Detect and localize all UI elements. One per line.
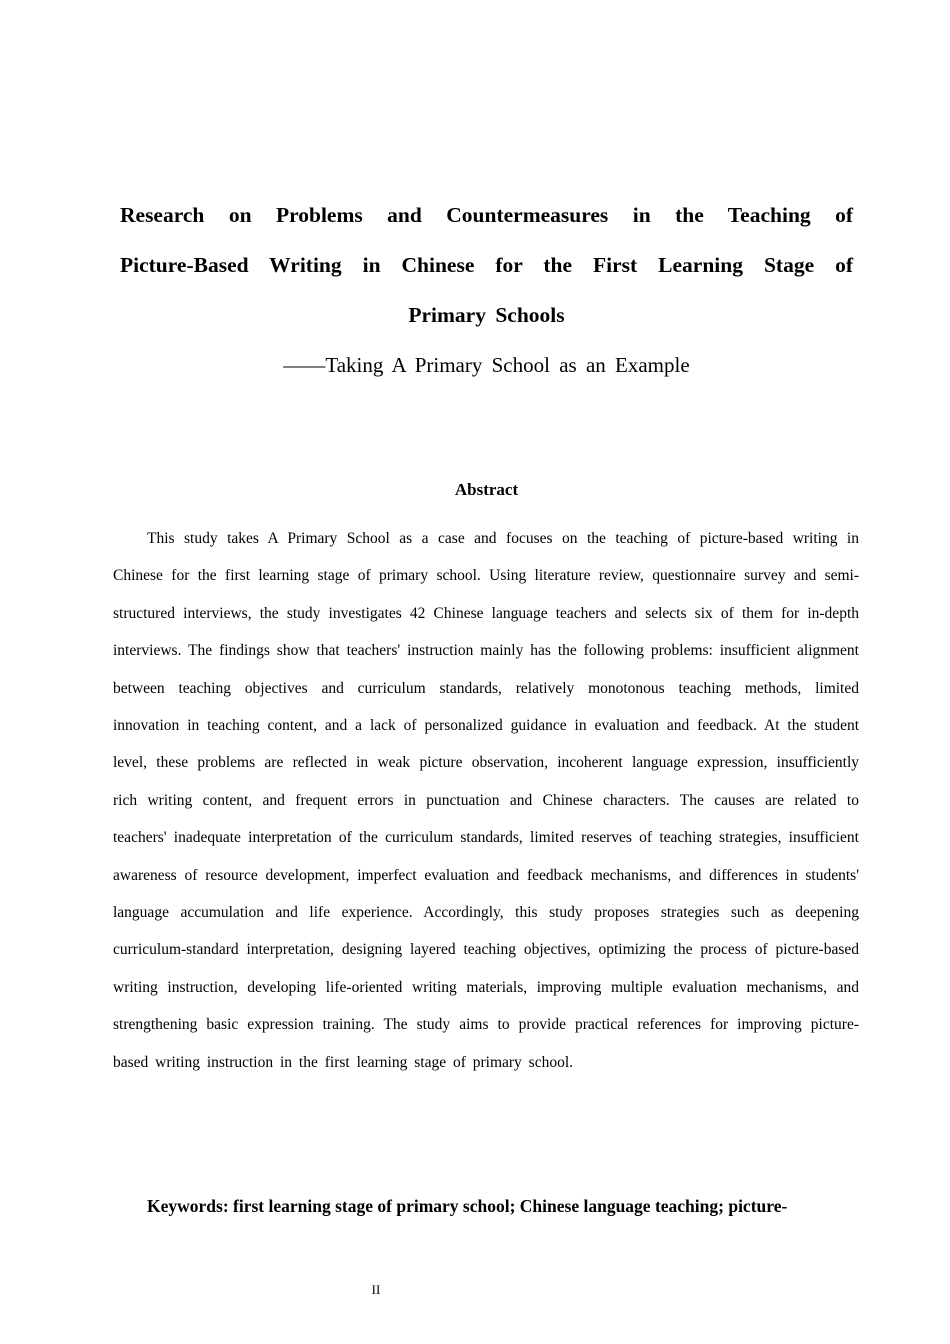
abstract-heading: Abstract <box>454 480 519 499</box>
paper-subtitle: ——Taking A Primary School as an Example <box>283 353 690 377</box>
keywords-line: Keywords: first learning stage of primary school; Chinese language teaching; picture- <box>147 1196 788 1216</box>
paper-title <box>120 190 853 340</box>
title-line-3: Primary Schools <box>408 303 565 327</box>
abstract-body: This study takes A Primary School as a case and focuses on the teaching of picture-based writing in Chinese for the first learning stage of primary school. Using literature review, questionnaire survey and semi-structured interviews, the study investigates 42 Chinese language teachers and selects six of them for in-depth interviews. The findings show that teachers' instruction mainly has the following problems: insufficient alignment between teaching objectives and curriculum standards, relatively monotonous teaching methods, limited innovation in teaching content, and a lack of personalized guidance in evaluation and feedback. At the student level, these problems are reflected in weak picture observation, incoherent language expression, insufficiently rich writing content, and frequent errors in punctuation and Chinese characters. The causes are related to teachers' inadequate interpretation of the curriculum standards, limited reserves of teaching strategies, insufficient awareness of resource development, imperfect evaluation and feedback mechanisms, and differences in students' language accumulation and life experience. Accordingly, this study proposes strategies such as deepening curriculum-standard interpretation, designing layered teaching objectives, optimizing the process of picture-based writing instruction, developing life-oriented writing materials, improving multiple evaluation mechanisms, and strengthening basic expression training. The study aims to provide practical references for improving picture-based writing instruction in the first learning stage of primary school. <box>113 530 859 1071</box>
title-line-1: Research on Problems and Countermeasures in the Teaching of <box>120 203 853 227</box>
title-line-2: Picture-Based Writing in Chinese for the First Learning Stage of <box>120 253 853 277</box>
page-number: II <box>371 1282 381 1297</box>
